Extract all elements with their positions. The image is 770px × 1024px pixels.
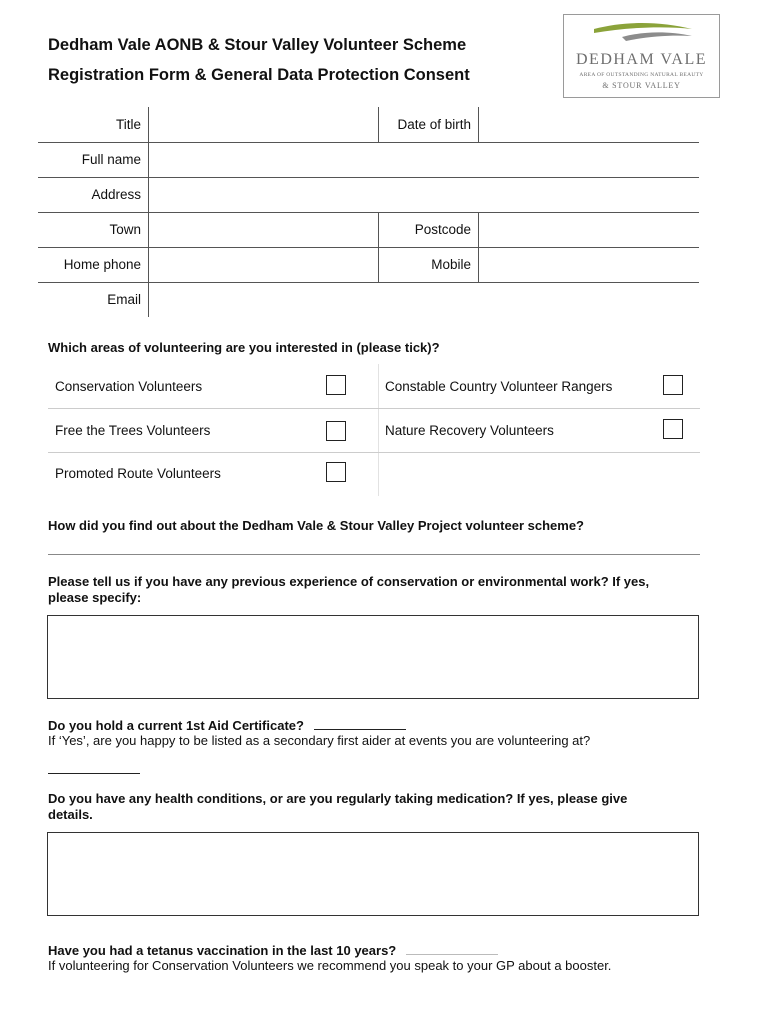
find-out-question: How did you find out about the Dedham Vale & Stour Valley Project volunteer scheme? <box>48 518 584 533</box>
experience-textarea[interactable] <box>47 615 699 699</box>
address-field[interactable] <box>150 178 698 211</box>
grid-divider <box>48 452 700 453</box>
mobile-field[interactable] <box>480 248 698 281</box>
title-field[interactable] <box>150 108 376 141</box>
full-name-field[interactable] <box>150 143 698 176</box>
experience-question: Please tell us if you have any previous experience of conservation or environmental work? If yes, <box>48 574 650 589</box>
full-name-label: Full name <box>81 152 141 167</box>
experience-question-cont: please specify: <box>48 590 142 605</box>
first-aider-answer-line[interactable] <box>48 773 140 774</box>
logo-sub: & STOUR VALLEY <box>602 81 681 90</box>
rangers-checkbox[interactable] <box>663 375 683 395</box>
free-trees-checkbox[interactable] <box>326 421 346 441</box>
grid-divider <box>378 364 379 496</box>
tetanus-question-text: Have you had a tetanus vaccination in the last 10 years? <box>48 943 397 958</box>
health-question-cont: details. <box>48 807 93 822</box>
postcode-field[interactable] <box>480 213 698 246</box>
grid-divider <box>48 408 700 409</box>
first-aid-question <box>48 717 406 733</box>
home-phone-field[interactable] <box>150 248 376 281</box>
health-question: Do you have any health conditions, or are you regularly taking medication? If yes, please give <box>48 791 628 806</box>
email-field[interactable] <box>150 283 698 316</box>
option-promoted-route-label: Promoted Route Volunteers <box>55 466 221 481</box>
mobile-label: Mobile <box>431 257 471 272</box>
tetanus-question <box>48 942 498 958</box>
dedham-vale-logo <box>563 14 720 98</box>
date-of-birth-label: Date of birth <box>397 117 471 132</box>
town-label: Town <box>109 222 141 237</box>
email-label: Email <box>107 292 141 307</box>
option-rangers-label: Constable Country Volunteer Rangers <box>385 379 613 394</box>
option-free-trees-label: Free the Trees Volunteers <box>55 423 211 438</box>
form-title: Dedham Vale AONB & Stour Valley Volunteer Scheme <box>48 36 467 54</box>
town-field[interactable] <box>150 213 376 246</box>
logo-tagline: AREA OF OUTSTANDING NATURAL BEAUTY <box>579 72 704 78</box>
first-aid-follow-up: If ‘Yes’, are you happy to be listed as a secondary first aider at events you are volunteering at? <box>48 733 591 748</box>
tetanus-note: If volunteering for Conservation Volunteers we recommend you speak to your GP about a booster. <box>48 958 612 973</box>
areas-question: Which areas of volunteering are you interested in (please tick)? <box>48 340 440 355</box>
first-aid-question-text: Do you hold a current 1st Aid Certificate? <box>48 718 304 733</box>
postcode-label: Postcode <box>414 222 471 237</box>
date-of-birth-field[interactable] <box>480 108 698 141</box>
grid-divider <box>378 107 379 142</box>
conservation-checkbox[interactable] <box>326 375 346 395</box>
tetanus-answer-line[interactable] <box>406 942 498 955</box>
logo-name: DEDHAM VALE <box>575 51 708 68</box>
nature-recovery-checkbox[interactable] <box>663 419 683 439</box>
grid-divider <box>478 107 479 142</box>
option-conservation-label: Conservation Volunteers <box>55 379 203 394</box>
first-aid-answer-line[interactable] <box>314 717 406 730</box>
form-subtitle: Registration Form & General Data Protection Consent <box>48 66 470 84</box>
home-phone-label: Home phone <box>63 257 141 272</box>
option-nature-recovery-label: Nature Recovery Volunteers <box>385 423 554 438</box>
address-label: Address <box>91 187 141 202</box>
promoted-route-checkbox[interactable] <box>326 462 346 482</box>
title-label: Title <box>115 117 141 132</box>
health-textarea[interactable] <box>47 832 699 916</box>
find-out-answer-line[interactable] <box>48 554 700 555</box>
